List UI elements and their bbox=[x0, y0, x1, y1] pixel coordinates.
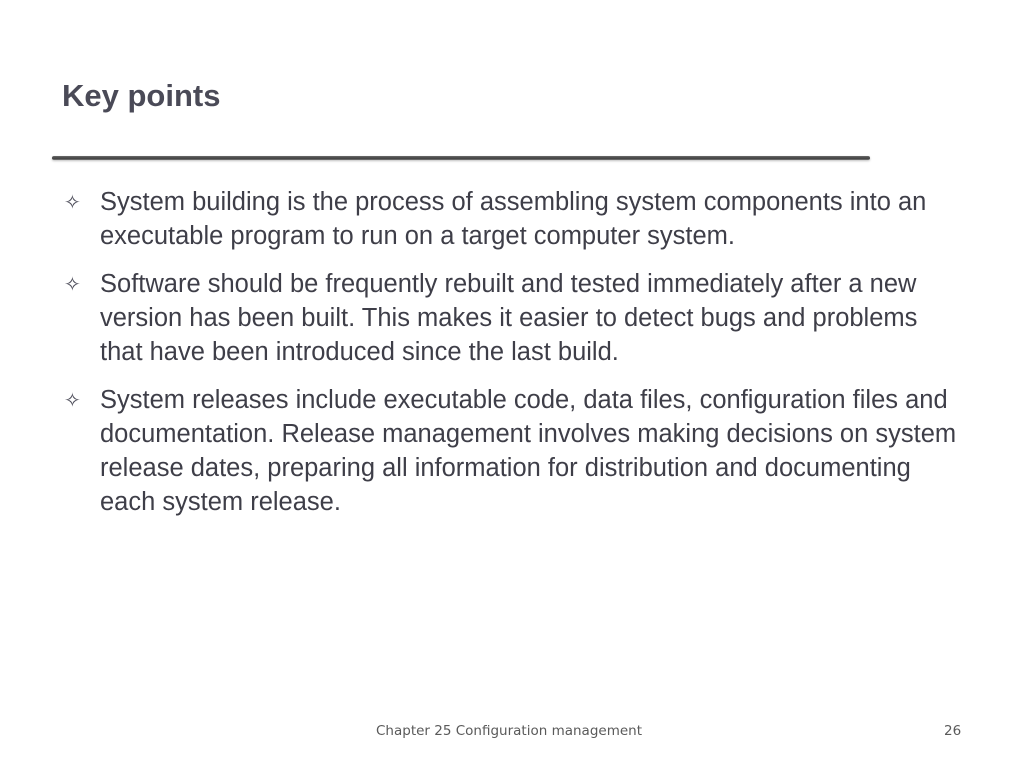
bullet-item bbox=[60, 185, 960, 253]
bullet-list bbox=[60, 185, 960, 533]
page-number: 26 bbox=[944, 723, 962, 739]
bullet-text: Software should be frequently rebuilt and tested immediately after a new version has been built. This makes it easier to detect bugs and problems that have been introduced since the last build. bbox=[100, 270, 918, 366]
four-pointed-star-icon: ✧ bbox=[64, 190, 81, 214]
footer-chapter-label: Chapter 25 Configuration management bbox=[376, 723, 643, 739]
bullet-text: System building is the process of assembling system components into an executable program to run on a target computer system. bbox=[100, 188, 927, 250]
four-pointed-star-icon: ✧ bbox=[64, 388, 81, 412]
four-pointed-star-icon: ✧ bbox=[64, 272, 81, 296]
bullet-text: System releases include executable code, data files, configuration files and documentation. Release management involves making decisions on system release dates, preparing all information for distribution and documenting each system release. bbox=[100, 386, 957, 516]
bullet-item bbox=[60, 383, 960, 519]
bullet-item bbox=[60, 267, 960, 369]
title-divider bbox=[52, 156, 870, 160]
slide-title: Key points bbox=[62, 78, 221, 113]
